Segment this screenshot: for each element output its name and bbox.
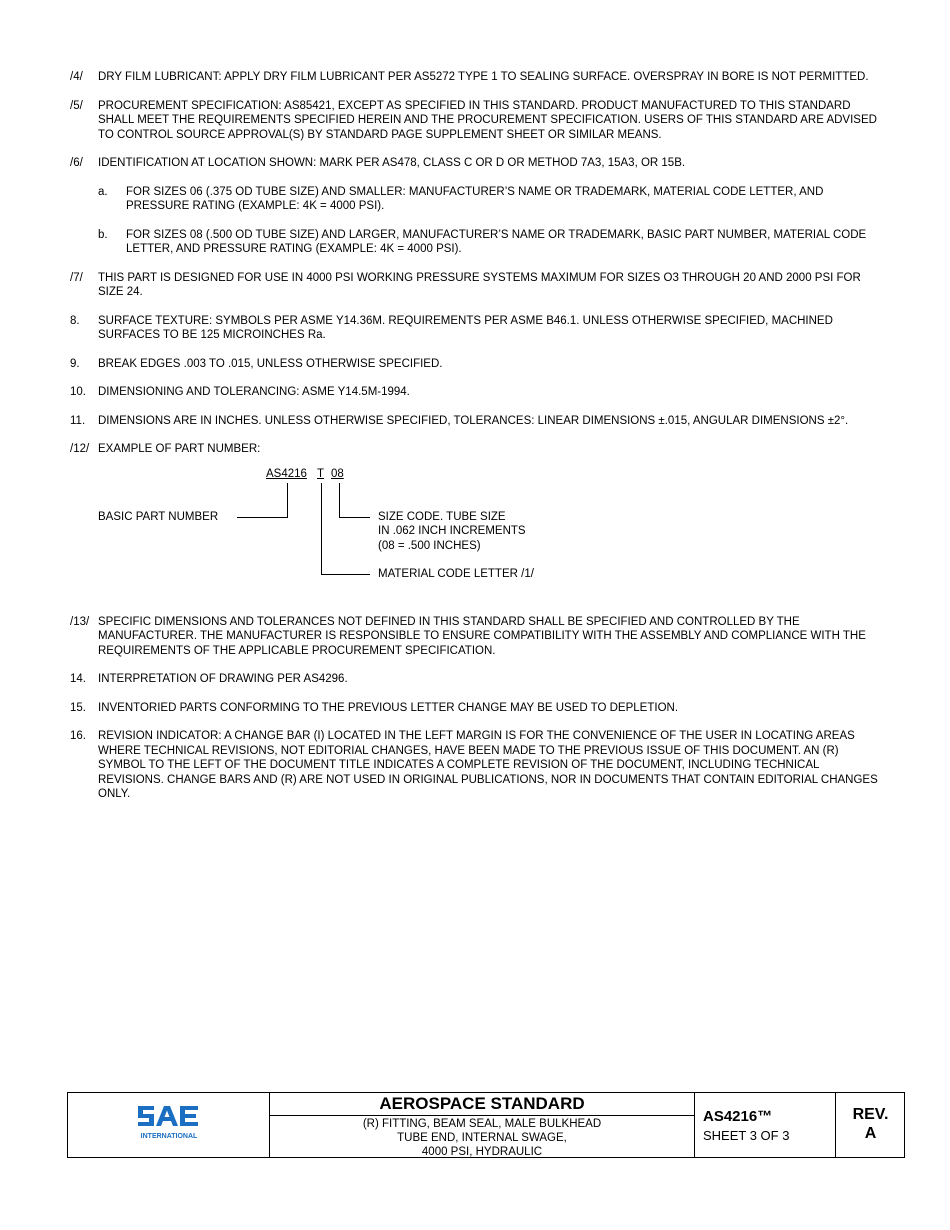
note-11 [70, 414, 880, 429]
document-title [270, 1116, 694, 1159]
note-text: IDENTIFICATION AT LOCATION SHOWN: MARK PER AS478, CLASS C OR D OR METHOD 7A3, 15A3, OR 15B. [98, 157, 686, 169]
basic-part-number-code: AS4216 [266, 467, 307, 480]
svg-text:INTERNATIONAL: INTERNATIONAL [140, 1133, 198, 1140]
basic-part-number-label: BASIC PART NUMBER [98, 510, 219, 523]
note-text: THIS PART IS DESIGNED FOR USE IN 4000 PSI WORKING PRESSURE SYSTEMS MAXIMUM FOR SIZES O3 THROUGH 20 AND 2000 PSI FOR SIZE 24. [98, 271, 861, 298]
note-number: 11. [70, 414, 86, 427]
note-8 [70, 314, 880, 343]
note-15 [70, 701, 880, 716]
sub-item-text: FOR SIZES 06 (.375 OD TUBE SIZE) AND SMALLER: MANUFACTURER’S NAME OR TRADEMARK, MATERIAL CODE LETTER, AND PRESSURE RATING (EXAMPLE: 4K = 4000 PSI). [126, 185, 824, 212]
logo-cell [68, 1093, 270, 1157]
note-number: /12/ [70, 443, 90, 455]
note-number: 14. [70, 673, 86, 685]
note-text: INTERPRETATION OF DRAWING PER AS4296. [98, 673, 348, 685]
document-number: AS4216™ [703, 1108, 773, 1125]
size-leader-horizontal [339, 517, 370, 518]
note-number: 8. [70, 314, 80, 327]
sub-item-letter: a. [98, 185, 108, 198]
revision-label: REV. [852, 1106, 889, 1123]
size-code-label-line-2: IN .062 INCH INCREMENTS [378, 524, 526, 537]
note-10 [70, 385, 880, 400]
note-4 [70, 70, 880, 85]
size-leader-vertical [339, 483, 340, 518]
note-6-item-a [98, 185, 880, 214]
title-line-1: (R) FITTING, BEAM SEAL, MALE BULKHEAD [362, 1118, 602, 1130]
note-text: INVENTORIED PARTS CONFORMING TO THE PREVIOUS LETTER CHANGE MAY BE USED TO DEPLETION. [98, 701, 679, 714]
size-code-label-line-1: SIZE CODE. TUBE SIZE [378, 510, 506, 523]
note-5 [70, 99, 880, 143]
note-6-item-b [98, 228, 880, 257]
note-text: EXAMPLE OF PART NUMBER: [98, 443, 261, 455]
note-14 [70, 672, 880, 687]
note-text: DIMENSIONING AND TOLERANCING: ASME Y14.5M-1994. [98, 386, 410, 398]
title-line-2: TUBE END, INTERNAL SWAGE, [397, 1132, 567, 1144]
size-code: 08 [331, 467, 344, 480]
material-leader-horizontal [321, 574, 370, 575]
note-number: 15. [70, 701, 86, 714]
note-7 [70, 271, 880, 300]
note-number: /6/ [70, 157, 83, 169]
note-number: /7/ [70, 271, 83, 284]
note-text: SURFACE TEXTURE: SYMBOLS PER ASME Y14.36M. REQUIREMENTS PER ASME B46.1. UNLESS OTHERWISE SPECIFIED, MACHINED SURFACES TO BE 125 MICROINCHES Ra. [98, 314, 833, 341]
material-code-label: MATERIAL CODE LETTER /1/ [378, 567, 534, 580]
title-cell [270, 1093, 695, 1157]
document-type-heading: AEROSPACE STANDARD [270, 1093, 694, 1116]
notes-section [70, 70, 880, 816]
note-number: /13/ [70, 615, 90, 628]
note-text: DRY FILM LUBRICANT: APPLY DRY FILM LUBRICANT PER AS5272 TYPE 1 TO SEALING SURFACE. OVERSPRAY IN BORE IS NOT PERMITTED. [98, 71, 869, 83]
size-code-label-line-3: (08 = .500 INCHES) [378, 539, 481, 552]
revision-value: A [864, 1125, 877, 1142]
sheet-number: SHEET 3 OF 3 [703, 1128, 790, 1143]
document-number-cell [695, 1093, 836, 1157]
note-number: 9. [70, 357, 80, 370]
note-6 [70, 156, 880, 171]
note-text: PROCUREMENT SPECIFICATION: AS85421, EXCEPT AS SPECIFIED IN THIS STANDARD. PRODUCT MANUFACTURED TO THIS STANDARD SHALL MEET THE REQUIREMENTS SPECIFIED HEREIN AND THE PROCUREMENT SPECIFICATION. USERS OF THIS STANDARD ARE ADVISED TO CONTROL SOURCE APPROVAL(S) BY STANDARD PAGE SUPPLEMENT SHEET OR SIMILAR MEANS. [98, 99, 877, 141]
note-16 [70, 729, 880, 802]
note-9 [70, 357, 880, 372]
note-text: REVISION INDICATOR: A CHANGE BAR (I) LOCATED IN THE LEFT MARGIN IS FOR THE CONVENIENCE OF THE USER IN LOCATING AREAS WHERE TECHNICAL REVISIONS, NOT EDITORIAL CHANGES, HAVE BEEN MADE TO THE PREVIOUS ISSUE OF THIS DOCUMENT. AN (R) SYMBOL TO THE LEFT OF THE DOCUMENT TITLE INDICATES A COMPLETE REVISION OF THE DOCUMENT, INCLUDING TECHNICAL REVISIONS. CHANGE BARS AND (R) ARE NOT USED IN ORIGINAL PUBLICATIONS, NOR IN DOCUMENTS THAT CONTAIN EDITORIAL CHANGES ONLY. [98, 730, 878, 800]
material-code-letter: T [317, 467, 325, 480]
note-13 [70, 615, 880, 659]
basic-leader-vertical [287, 483, 288, 518]
sub-item-letter: b. [98, 228, 108, 241]
material-leader-vertical [321, 483, 322, 575]
note-text: DIMENSIONS ARE IN INCHES. UNLESS OTHERWISE SPECIFIED, TOLERANCES: LINEAR DIMENSIONS ±.015, ANGULAR DIMENSIONS ±2°. [98, 414, 849, 427]
sae-logo-icon [136, 1100, 202, 1142]
title-block [67, 1092, 905, 1158]
note-number: 10. [70, 386, 86, 398]
note-number: /5/ [70, 99, 83, 112]
note-text: SPECIFIC DIMENSIONS AND TOLERANCES NOT DEFINED IN THIS STANDARD SHALL BE SPECIFIED AND CONTROLLED BY THE MANUFACTURER. THE MANUFACTURER IS RESPONSIBLE TO ENSURE COMPATIBILITY WITH THE ASSEMBLY AND COMPLIANCE WITH THE REQUIREMENTS OF THE APPLICABLE PROCUREMENT SPECIFICATION. [98, 615, 866, 657]
note-number: 16. [70, 730, 86, 742]
note-12 [70, 442, 880, 457]
note-text: BREAK EDGES .003 TO .015, UNLESS OTHERWISE SPECIFIED. [98, 357, 443, 370]
sub-item-text: FOR SIZES 08 (.500 OD TUBE SIZE) AND LARGER, MANUFACTURER’S NAME OR TRADEMARK, BASIC PART NUMBER, MATERIAL CODE LETTER, AND PRESSURE RATING (EXAMPLE: 4K = 4000 PSI). [126, 228, 867, 255]
revision-cell [836, 1093, 905, 1157]
basic-leader-horizontal [237, 517, 288, 518]
part-number-diagram [70, 467, 880, 607]
note-number: /4/ [70, 71, 83, 83]
title-line-3: 4000 PSI, HYDRAULIC [421, 1146, 543, 1158]
